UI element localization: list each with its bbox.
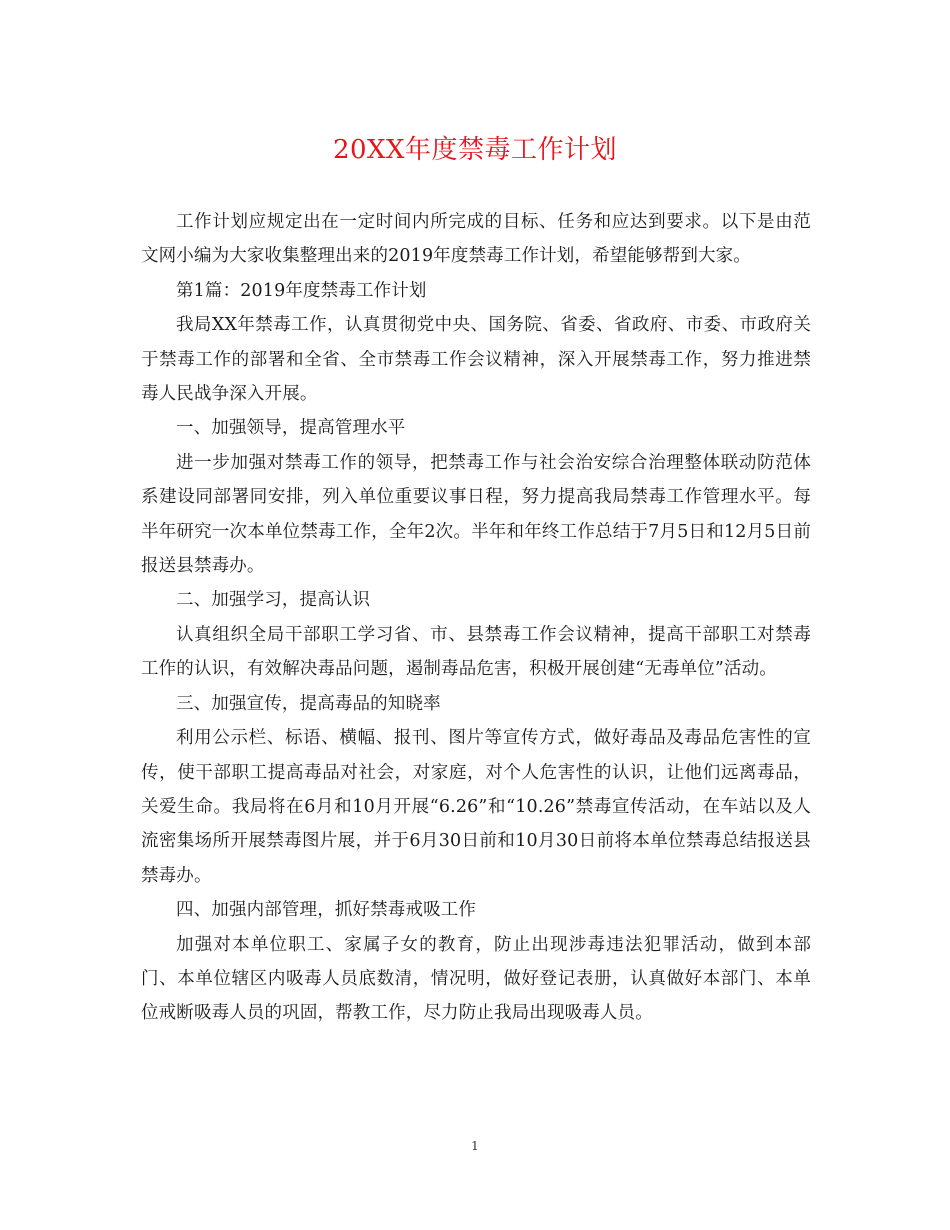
section-heading-3: 三、加强宣传，提高毒品的知晓率 <box>176 693 441 714</box>
section-paragraph-4: 加强对本单位职工、家属子女的教育，防止出现涉毒违法犯罪活动，做到本部门、本单位辖区内吸毒人员底数清，情况明，做好登记表册，认真做好本部门、本单位戒断吸毒人员的巩固，帮教工作，尽力防止我局出现吸毒人员。 <box>141 934 811 1024</box>
document-body <box>141 205 811 1031</box>
chapter-heading: 第1篇：2019年度禁毒工作计划 <box>176 280 427 301</box>
section-heading-1: 一、加强领导，提高管理水平 <box>176 418 406 439</box>
document-title: 20XX年度禁毒工作计划 <box>332 135 618 165</box>
section-heading-2: 二、加强学习，提高认识 <box>176 590 371 611</box>
overview-paragraph: 我局XX年禁毒工作，认真贯彻党中央、国务院、省委、省政府、市委、市政府关于禁毒工作的部署和全省、全市禁毒工作会议精神，深入开展禁毒工作，努力推进禁毒人民战争深入开展。 <box>141 315 811 405</box>
section-paragraph-3: 利用公示栏、标语、横幅、报刊、图片等宣传方式，做好毒品及毒品危害性的宣传，使干部职工提高毒品对社会，对家庭，对个人危害性的认识，让他们远离毒品，关爱生命。我局将在6月和10月开展“6.26”和“10.26”禁毒宣传活动，在车站以及人流密集场所开展禁毒图片展，并于6月30日前和10月30日前将本单位禁毒总结报送县禁毒办。 <box>141 728 811 886</box>
page-number: 1 <box>471 1139 479 1153</box>
section-heading-4: 四、加强内部管理，抓好禁毒戒吸工作 <box>176 900 477 921</box>
intro-paragraph: 工作计划应规定出在一定时间内所完成的目标、任务和应达到要求。以下是由范文网小编为大家收集整理出来的2019年度禁毒工作计划，希望能够帮到大家。 <box>141 212 811 267</box>
section-paragraph-2: 认真组织全局干部职工学习省、市、县禁毒工作会议精神，提高干部职工对禁毒工作的认识，有效解决毒品问题，遏制毒品危害，积极开展创建“无毒单位”活动。 <box>141 624 811 680</box>
section-paragraph-1: 进一步加强对禁毒工作的领导，把禁毒工作与社会治安综合治理整体联动防范体系建设同部署同安排，列入单位重要议事日程，努力提高我局禁毒工作管理水平。每半年研究一次本单位禁毒工作，全年2次。半年和年终工作总结于7月5日和12月5日前报送县禁毒办。 <box>141 452 811 577</box>
